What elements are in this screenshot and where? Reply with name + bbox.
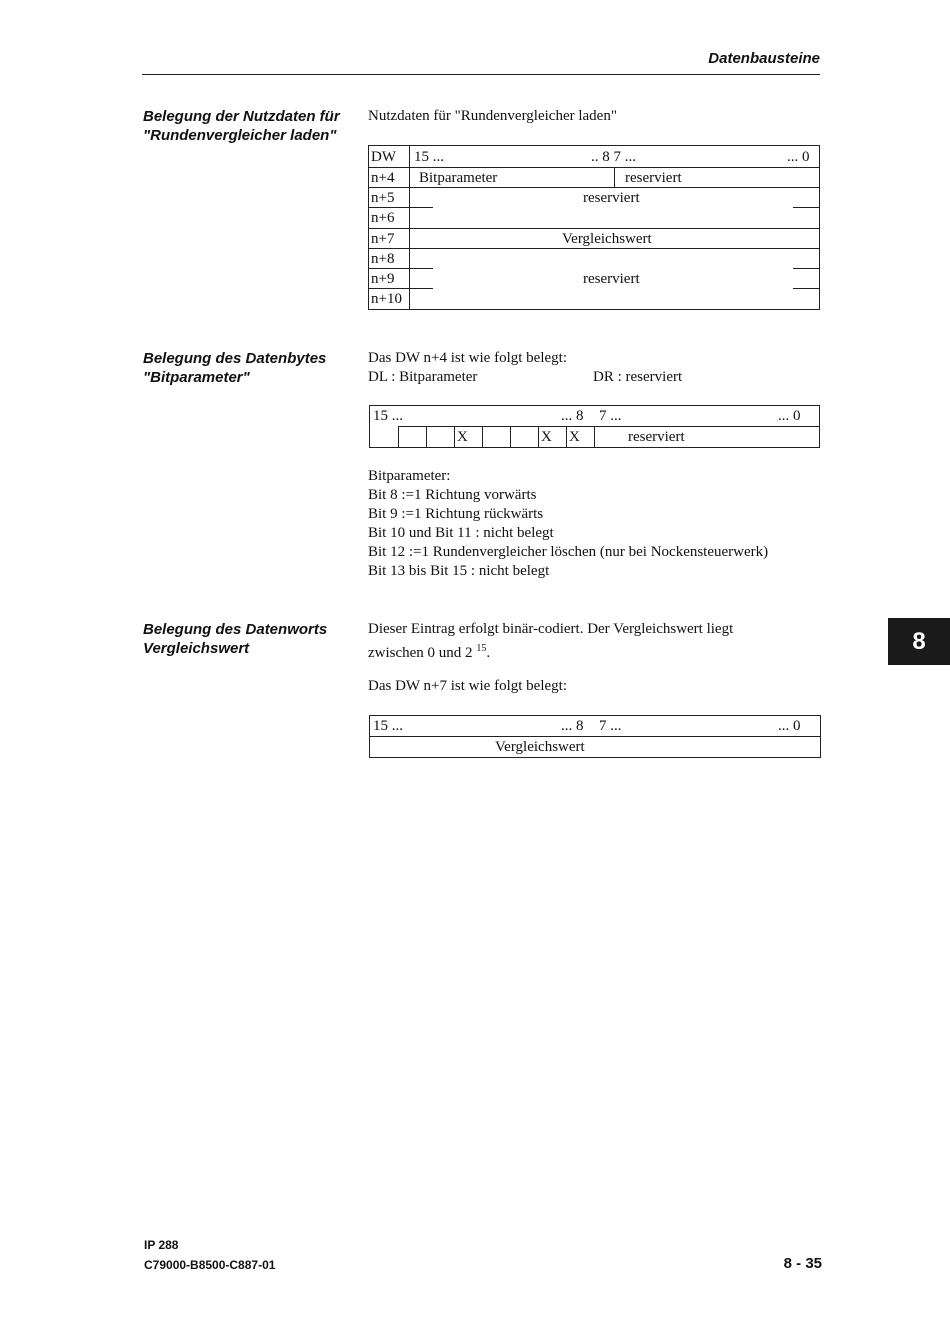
section2-dl: DL : Bitparameter: [368, 369, 478, 385]
table-cell-reserviert: reserviert: [625, 170, 682, 186]
bit-x-mark: X: [457, 429, 468, 445]
nutzdaten-table: [368, 145, 820, 310]
bit-head-lo: ... 0: [778, 408, 801, 424]
table-row-dw: n+4: [371, 170, 395, 186]
section3-heading-line2: Vergleichswert: [143, 640, 250, 657]
table-row-dw: n+10: [371, 291, 402, 307]
vw-head-lo: ... 0: [778, 718, 801, 734]
bit-line: Bit 8 :=1 Richtung vorwärts: [368, 487, 537, 503]
section2-heading-line1: Belegung des Datenbytes: [143, 350, 327, 367]
bit-line: Bit 9 :=1 Richtung rückwärts: [368, 506, 544, 522]
chapter-tab: 8: [888, 618, 950, 665]
page-number: 8 - 35: [783, 1255, 822, 1272]
table-head-dw: DW: [371, 149, 396, 165]
vw-head-mid: ... 8: [561, 718, 584, 734]
section3-heading-line1: Belegung des Datenworts: [143, 621, 328, 638]
table-cell-reserviert: reserviert: [583, 190, 640, 206]
table-row-dw: n+6: [371, 210, 395, 226]
footer-order-number: C79000-B8500-C887-01: [144, 1258, 276, 1272]
bit-x-mark: X: [541, 429, 552, 445]
bit-line: Bit 13 bis Bit 15 : nicht belegt: [368, 563, 550, 579]
section3-line2: Das DW n+7 ist wie folgt belegt:: [368, 678, 567, 694]
section1-heading-line1: Belegung der Nutzdaten für: [143, 108, 340, 125]
table-row-dw: n+7: [371, 231, 395, 247]
table-row-dw: n+5: [371, 190, 395, 206]
bit-line: Bit 10 und Bit 11 : nicht belegt: [368, 525, 554, 541]
vw-head-hi: 15 ...: [373, 718, 403, 734]
section3-heading: [143, 620, 327, 658]
table-head-hi: 15 ...: [414, 149, 444, 165]
header-rule: [142, 74, 820, 75]
bit-head-mid: ... 8: [561, 408, 584, 424]
bit-reserviert: reserviert: [628, 429, 685, 445]
section1-heading: [143, 107, 340, 145]
section3-para-line2: zwischen 0 und 2 $^{15}$.: [368, 643, 491, 661]
table-row-dw: n+8: [371, 251, 395, 267]
running-header: Datenbausteine: [708, 50, 820, 67]
section2-heading-line2: "Bitparameter": [143, 369, 250, 386]
section1-heading-line2: "Rundenvergleicher laden": [143, 127, 337, 144]
section2-dr: DR : reserviert: [593, 369, 683, 385]
section1-intro: Nutzdaten für "Rundenvergleicher laden": [368, 108, 617, 124]
bitparameter-table: [369, 405, 820, 448]
table-head-lo: ... 0: [787, 149, 810, 165]
exponent: 15: [476, 643, 487, 654]
vw-head-mid2: 7 ...: [599, 718, 622, 734]
bits-title: Bitparameter:: [368, 468, 451, 484]
vw-value: Vergleichswert: [495, 739, 585, 755]
table-cell-reserviert: reserviert: [583, 271, 640, 287]
table-cell-vergleichswert: Vergleichswert: [562, 231, 652, 247]
table-cell-bitparameter: Bitparameter: [419, 170, 498, 186]
section3-paragraph: [368, 620, 733, 663]
table-head-mid: .. 8 7 ...: [591, 149, 636, 165]
bit-head-mid2: 7 ...: [599, 408, 622, 424]
bit-line: Bit 12 :=1 Rundenvergleicher löschen (nur bei Nockensteuerwerk): [368, 544, 769, 560]
bitparameter-list: [368, 467, 768, 581]
bit-x-mark: X: [569, 429, 580, 445]
bit-head-hi: 15 ...: [373, 408, 403, 424]
section3-para-line1: Dieser Eintrag erfolgt binär-codiert. Der Vergleichswert liegt: [368, 621, 734, 637]
table-row-dw: n+9: [371, 271, 395, 287]
vergleichswert-table: [369, 715, 821, 758]
footer-product: IP 288: [144, 1238, 179, 1252]
section2-line1: Das DW n+4 ist wie folgt belegt:: [368, 350, 567, 366]
section2-heading: [143, 349, 326, 387]
